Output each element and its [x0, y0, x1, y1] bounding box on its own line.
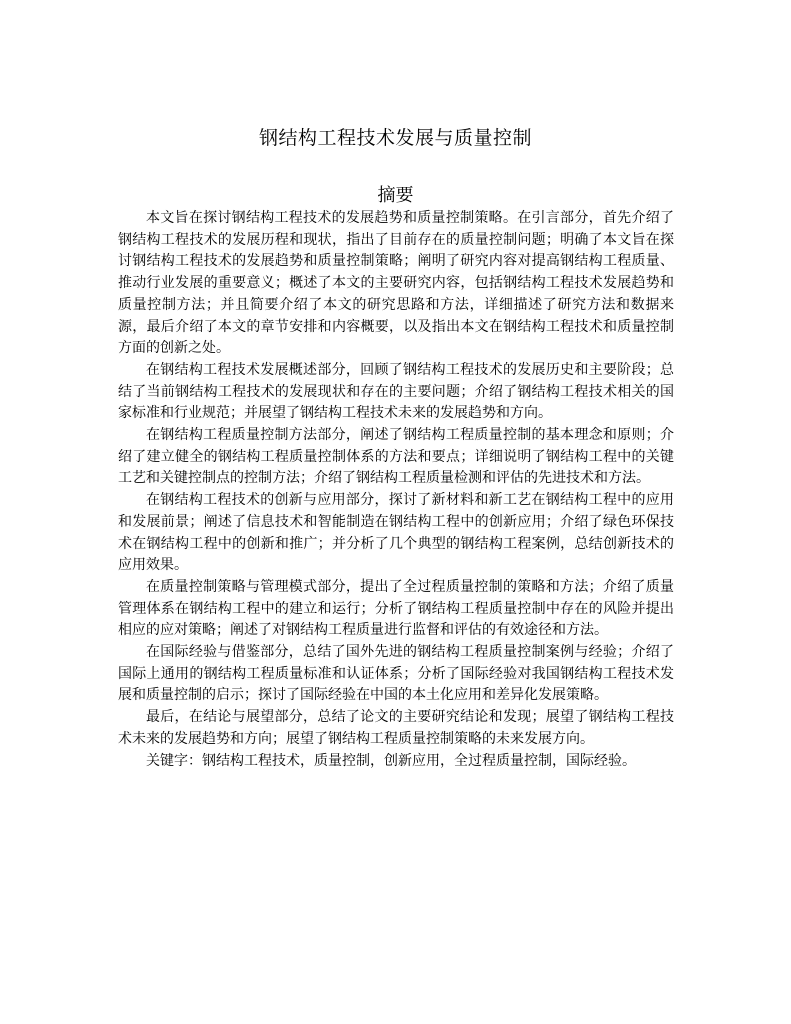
abstract-paragraph-innovation: 在钢结构工程技术的创新与应用部分，探讨了新材料和新工艺在钢结构工程中的应用和发展前景；阐述了信息技术和智能制造在钢结构工程中的创新应用；介绍了绿色环保技术在钢结构工程中的创新和推广；并分析了几个典型的钢结构工程案例，总结创新技术的应用效果。	[118, 492, 674, 574]
abstract-paragraph-methods: 在钢结构工程质量控制方法部分，阐述了钢结构工程质量控制的基本理念和原则；介绍了建立健全的钢结构工程质量控制体系的方法和要点；详细说明了钢结构工程中的关键工艺和关键控制点的控制方法；介绍了钢结构工程质量检测和评估的先进技术和方法。	[118, 427, 674, 487]
abstract-heading: 摘要	[377, 185, 414, 206]
abstract-paragraph-international: 在国际经验与借鉴部分，总结了国外先进的钢结构工程质量控制案例与经验；介绍了国际上通用的钢结构工程质量标准和认证体系；分析了国际经验对我国钢结构工程技术发展和质量控制的启示；探讨了国际经验在中国的本土化应用和差异化发展策略。	[118, 644, 674, 704]
page-title: 钢结构工程技术发展与质量控制	[258, 127, 532, 149]
abstract-body	[118, 208, 674, 772]
abstract-keywords: 关键字：钢结构工程技术，质量控制，创新应用，全过程质量控制，国际经验。	[146, 752, 636, 769]
abstract-paragraph-strategy: 在质量控制策略与管理模式部分，提出了全过程质量控制的策略和方法；介绍了质量管理体系在钢结构工程中的建立和运行；分析了钢结构工程质量控制中存在的风险并提出相应的应对策略；阐述了对钢结构工程质量进行监督和评估的有效途径和方法。	[118, 578, 674, 639]
abstract-paragraph-overview: 在钢结构工程技术发展概述部分，回顾了钢结构工程技术的发展历史和主要阶段；总结了当前钢结构工程技术的发展现状和存在的主要问题；介绍了钢结构工程技术相关的国家标准和行业规范；并展望了钢结构工程技术未来的发展趋势和方向。	[118, 361, 674, 422]
abstract-paragraph-conclusion: 最后，在结论与展望部分，总结了论文的主要研究结论和发现；展望了钢结构工程技术未来的发展趋势和方向；展望了钢结构工程质量控制策略的未来发展方向。	[118, 709, 674, 747]
abstract-paragraph-intro: 本文旨在探讨钢结构工程技术的发展趋势和质量控制策略。在引言部分，首先介绍了钢结构工程技术的发展历程和现状，指出了目前存在的质量控制问题；明确了本文旨在探讨钢结构工程技术的发展趋势和质量控制策略；阐明了研究内容对提高钢结构工程质量、推动行业发展的重要意义；概述了本文的主要研究内容，包括钢结构工程技术发展趋势和质量控制方法；并且简要介绍了本文的研究思路和方法，详细描述了研究方法和数据来源，最后介绍了本文的章节安排和内容概要，以及指出本文在钢结构工程技术和质量控制方面的创新之处。	[118, 210, 674, 357]
